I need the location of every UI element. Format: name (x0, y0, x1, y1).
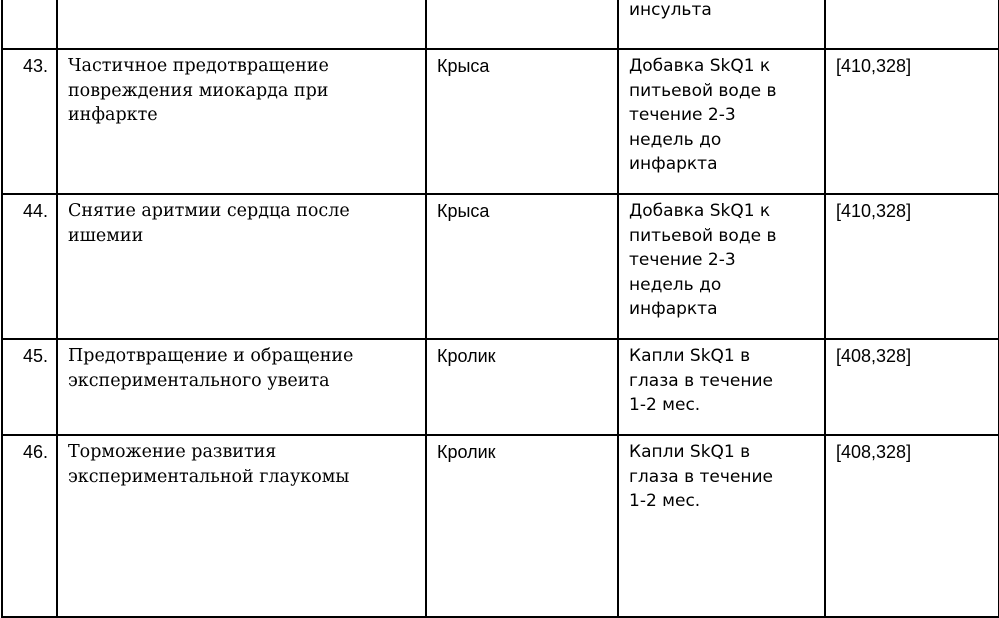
effect-cell: Торможение развития экспериментальной глаукомы (57, 435, 426, 617)
effects-table (1, 0, 999, 618)
animal-cell: Крыса (426, 194, 618, 339)
animal-cell: Крыса (426, 49, 618, 194)
table-row (2, 194, 999, 339)
reference-cell (825, 0, 999, 49)
method-cell: Добавка SkQ1 к питьевой воде в течение 2-3 недель до инфаркта (618, 49, 825, 194)
method-cell: Добавка SkQ1 к питьевой воде в течение 2-3 недель до инфаркта (618, 194, 825, 339)
table-row (2, 339, 999, 435)
method-cell: Капли SkQ1 в глаза в течение 1-2 мес. (618, 339, 825, 435)
method-cell: инсульта (618, 0, 825, 49)
row-number-cell (2, 0, 57, 49)
row-number-cell: 43. (2, 49, 57, 194)
animal-cell: Кролик (426, 435, 618, 617)
animal-cell: Кролик (426, 339, 618, 435)
table-row (2, 0, 999, 49)
effect-cell (57, 0, 426, 49)
effect-cell: Предотвращение и обращение экспериментального увеита (57, 339, 426, 435)
reference-cell: [408,328] (825, 435, 999, 617)
row-number-cell: 45. (2, 339, 57, 435)
reference-cell: [408,328] (825, 339, 999, 435)
reference-cell: [410,328] (825, 49, 999, 194)
table-row (2, 435, 999, 617)
row-number-cell: 46. (2, 435, 57, 617)
animal-cell (426, 0, 618, 49)
effect-cell: Частичное предотвращение повреждения миокарда при инфаркте (57, 49, 426, 194)
method-cell: Капли SkQ1 в глаза в течение 1-2 мес. (618, 435, 825, 617)
effect-cell: Снятие аритмии сердца после ишемии (57, 194, 426, 339)
table-row (2, 49, 999, 194)
row-number-cell: 44. (2, 194, 57, 339)
reference-cell: [410,328] (825, 194, 999, 339)
